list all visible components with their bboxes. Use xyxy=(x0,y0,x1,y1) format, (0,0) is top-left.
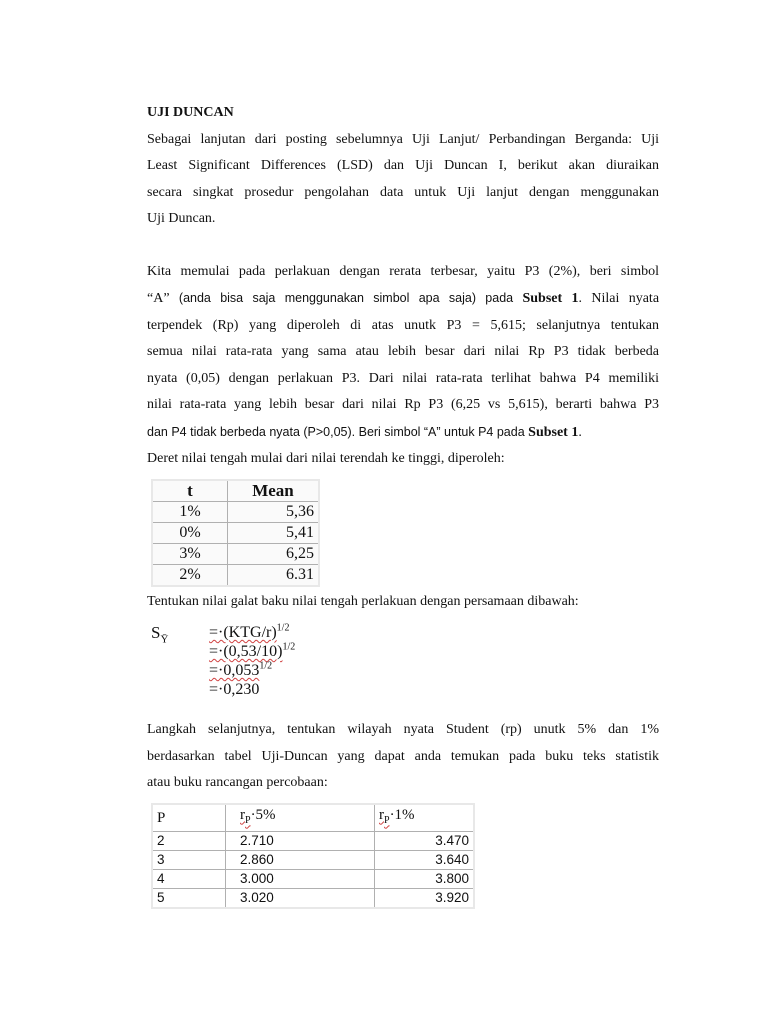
table-header-row xyxy=(152,804,474,832)
procedure-line-4: semua nilai rata-rata yang sama atau lebih besar dari nilai Rp P3 tidak berbeda xyxy=(147,344,659,359)
intro-line-3: secara singkat prosedur pengolahan data untuk Uji lanjut dengan menggunakan xyxy=(147,184,659,200)
table-row: 0% 5,41 xyxy=(152,522,319,543)
table-row: 1% 5,36 xyxy=(152,501,319,522)
formula-lines xyxy=(209,623,295,699)
table-row: 3 2.860 3.640 xyxy=(152,850,474,869)
column-header-p: P xyxy=(152,804,226,832)
procedure-line-6: nilai rata-rata yang lebih besar dari nilai Rp P3 (6,25 vs 5,615), berarti bahwa P3 xyxy=(147,397,659,412)
formula-symbol: $S_Ȳ$ xyxy=(151,623,169,646)
document-page xyxy=(147,100,659,909)
procedure-line-5: nyata (0,05) dengan perlakuan P3. Dari nilai rata-rata terlihat bahwa P4 memiliki xyxy=(147,370,659,386)
table-row: 4 3.000 3.800 xyxy=(152,869,474,888)
intro-line-1: Sebagai lanjutan dari posting sebelumnya Uji Lanjut/ Perbandingan Berganda: Uji xyxy=(147,131,659,147)
intro-line-2: Least Significant Differences (LSD) dan Uji Duncan I, berikut akan diuraikan xyxy=(147,158,659,173)
student-range-line-1: Langkah selanjutnya, tentukan wilayah nyata Student (rp) unutk 5% dan 1% xyxy=(147,722,659,737)
procedure-line-2: “A” (anda bisa saja menggunakan simbol apa saja) pada Subset 1. Nilai nyata xyxy=(147,291,660,306)
column-header-t: t xyxy=(152,480,228,502)
column-header-mean: Mean xyxy=(228,480,320,502)
column-header-rp-5: $r_P\cdot 5\%$ xyxy=(226,804,375,832)
standard-error-formula xyxy=(151,623,659,703)
intro-line-4: Uji Duncan. xyxy=(147,211,216,226)
student-range-line-3: atau buku rancangan percobaan: xyxy=(147,775,328,790)
table-row: 2 2.710 3.470 xyxy=(152,831,474,850)
procedure-line-7: dan P4 tidak berbeda nyata (P>0,05). Beri simbol “A” untuk P4 pada Subset 1. xyxy=(147,424,582,440)
procedure-paragraph xyxy=(147,259,659,473)
mean-table xyxy=(151,479,320,587)
formula-line-2: $=\cdot(0,53/10)^{1/2}$ xyxy=(209,641,296,660)
table-row: 2% 6.31 xyxy=(152,564,319,586)
table-row: 3% 6,25 xyxy=(152,543,319,564)
formula-line-3: $=\cdot 0,053^{1/2}$ xyxy=(209,660,273,679)
standard-error-intro: Tentukan nilai galat baku nilai tengah perlakuan dengan persamaan dibawah: xyxy=(147,593,579,609)
procedure-line-3: terpendek (Rp) yang diperoleh di atas unutk P3 = 5,615; selanjutnya tentukan xyxy=(147,317,659,333)
table-row: 5 3.020 3.920 xyxy=(152,888,474,908)
student-range-paragraph xyxy=(147,717,659,797)
table-header-row xyxy=(152,480,319,502)
intro-paragraph xyxy=(147,127,659,233)
procedure-line-1: Kita memulai pada perlakuan dengan rerata terbesar, yaitu P3 (2%), beri simbol xyxy=(147,263,659,279)
column-header-rp-1: $r_P\cdot 1\%$ xyxy=(375,804,475,832)
formula-line-1: $=\cdot(KTG/r)^{1/2}$ xyxy=(209,622,290,641)
student-range-line-2: berdasarkan tabel Uji-Duncan yang dapat anda temukan pada buku teks statistik xyxy=(147,748,659,764)
formula-line-4: =·0,230 xyxy=(209,681,260,698)
duncan-table xyxy=(151,803,475,909)
page-title: UJI DUNCAN xyxy=(147,105,234,120)
procedure-line-8: Deret nilai tengah mulai dari nilai terendah ke tinggi, diperoleh: xyxy=(147,451,505,466)
